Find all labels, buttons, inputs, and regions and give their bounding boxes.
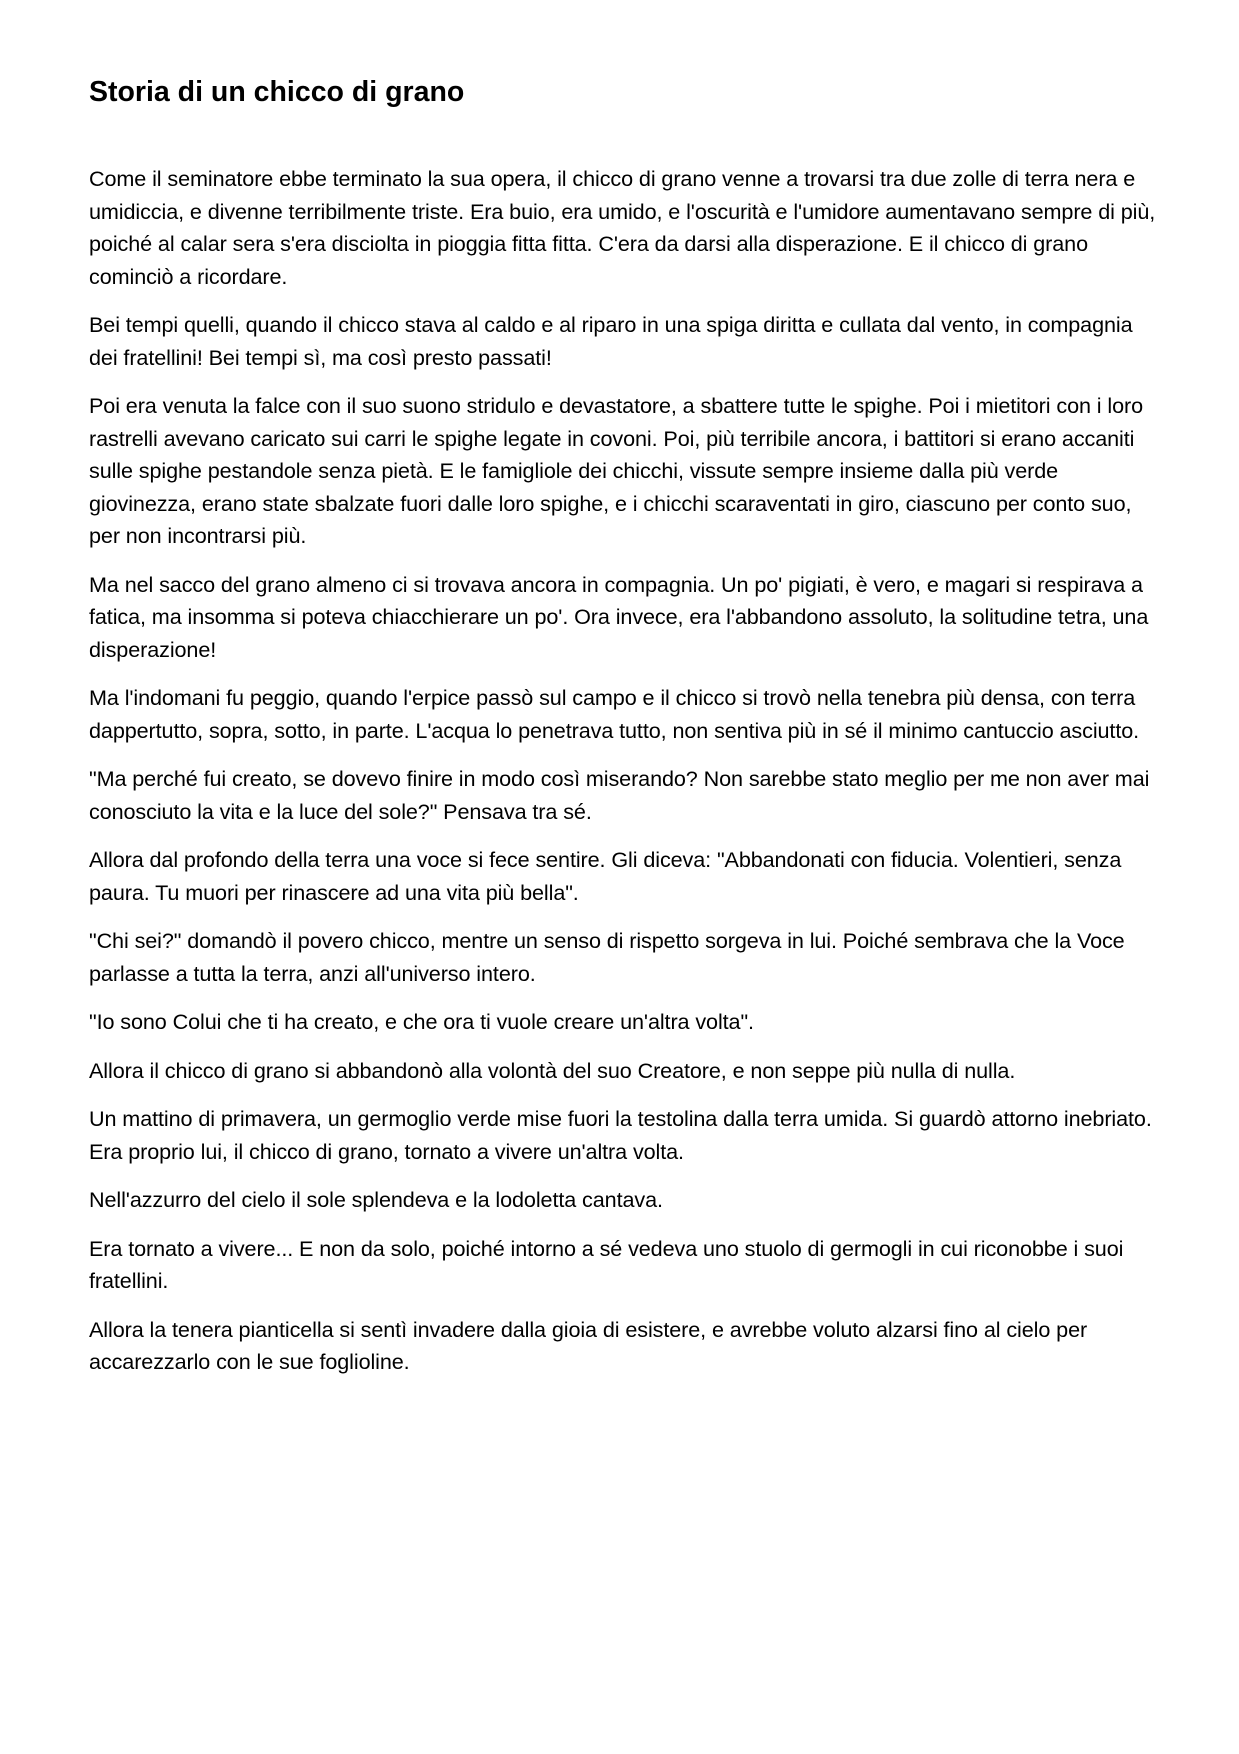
paragraph: Allora la tenera pianticella si sentì invadere dalla gioia di esistere, e avrebbe voluto alzarsi fino al cielo per accarezzarlo con le sue foglioline. [89, 1316, 1088, 1374]
paragraph: "Chi sei?" domandò il povero chicco, mentre un senso di rispetto sorgeva in lui. Poiché sembrava che la Voce parlasse a tutta la terra, anzi all'universo intero. [89, 928, 1125, 986]
paragraph: Ma nel sacco del grano almeno ci si trovava ancora in compagnia. Un po' pigiati, è vero, e magari si respirava a fatica, ma insomma si poteva chiacchierare un po'. Ora invece, era l'abbandono assoluto, la solitudine tetra, una disperazione! [89, 571, 1149, 662]
paragraph: Come il seminatore ebbe terminato la sua opera, il chicco di grano venne a trovarsi tra due zolle di terra nera e umidiccia, e divenne terribilmente triste. Era buio, era umido, e l'oscurità e l'umidore aumentavano sempre di più, poiché al calar sera s'era disciolta in pioggia fitta fitta. C'era da darsi alla disperazione. E il chicco di grano cominciò a ricordare. [89, 166, 1156, 289]
paragraph: Era tornato a vivere... E non da solo, poiché intorno a sé vedeva uno stuolo di germogli in cui riconobbe i suoi fratellini. [89, 1235, 1124, 1293]
paragraph: Poi era venuta la falce con il suo suono stridulo e devastatore, a sbattere tutte le spighe. Poi i mietitori con i loro rastrelli avevano caricato sui carri le spighe legate in covoni. Poi, più terribile ancora, i battitori si erano accaniti sulle spighe pestandole senza pietà. E le famigliole dei chicchi, vissute sempre insieme dalla più verde giovinezza, erano state sbalzate fuori dalle loro spighe, e i chicchi scaraventati in giro, ciascuno per conto suo, per non incontrarsi più. [89, 393, 1143, 548]
paragraph: Allora il chicco di grano si abbandonò alla volontà del suo Creatore, e non seppe più nulla di nulla. [89, 1057, 1016, 1083]
document-body [89, 163, 1159, 1395]
paragraph: Ma l'indomani fu peggio, quando l'erpice passò sul campo e il chicco si trovò nella tenebra più densa, con terra dappertutto, sopra, sotto, in parte. L'acqua lo penetrava tutto, non sentiva più in sé il minimo cantuccio asciutto. [89, 685, 1140, 743]
paragraph: Bei tempi quelli, quando il chicco stava al caldo e al riparo in una spiga diritta e cullata dal vento, in compagnia dei fratellini! Bei tempi sì, ma così presto passati! [89, 312, 1133, 370]
paragraph: Allora dal profondo della terra una voce si fece sentire. Gli diceva: "Abbandonati con fiducia. Volentieri, senza paura. Tu muori per rinascere ad una vita più bella". [89, 847, 1122, 905]
paragraph: "Io sono Colui che ti ha creato, e che ora ti vuole creare un'altra volta". [89, 1009, 754, 1034]
document-title: Storia di un chicco di grano [89, 76, 465, 108]
paragraph: "Ma perché fui creato, se dovevo finire in modo così miserando? Non sarebbe stato meglio per me non aver mai conosciuto la vita e la luce del sole?" Pensava tra sé. [89, 766, 1150, 824]
paragraph: Un mattino di primavera, un germoglio verde mise fuori la testolina dalla terra umida. Si guardò attorno inebriato. Era proprio lui, il chicco di grano, tornato a vivere un'altra volta. [89, 1106, 1152, 1164]
paragraph: Nell'azzurro del cielo il sole splendeva e la lodoletta cantava. [89, 1187, 663, 1212]
